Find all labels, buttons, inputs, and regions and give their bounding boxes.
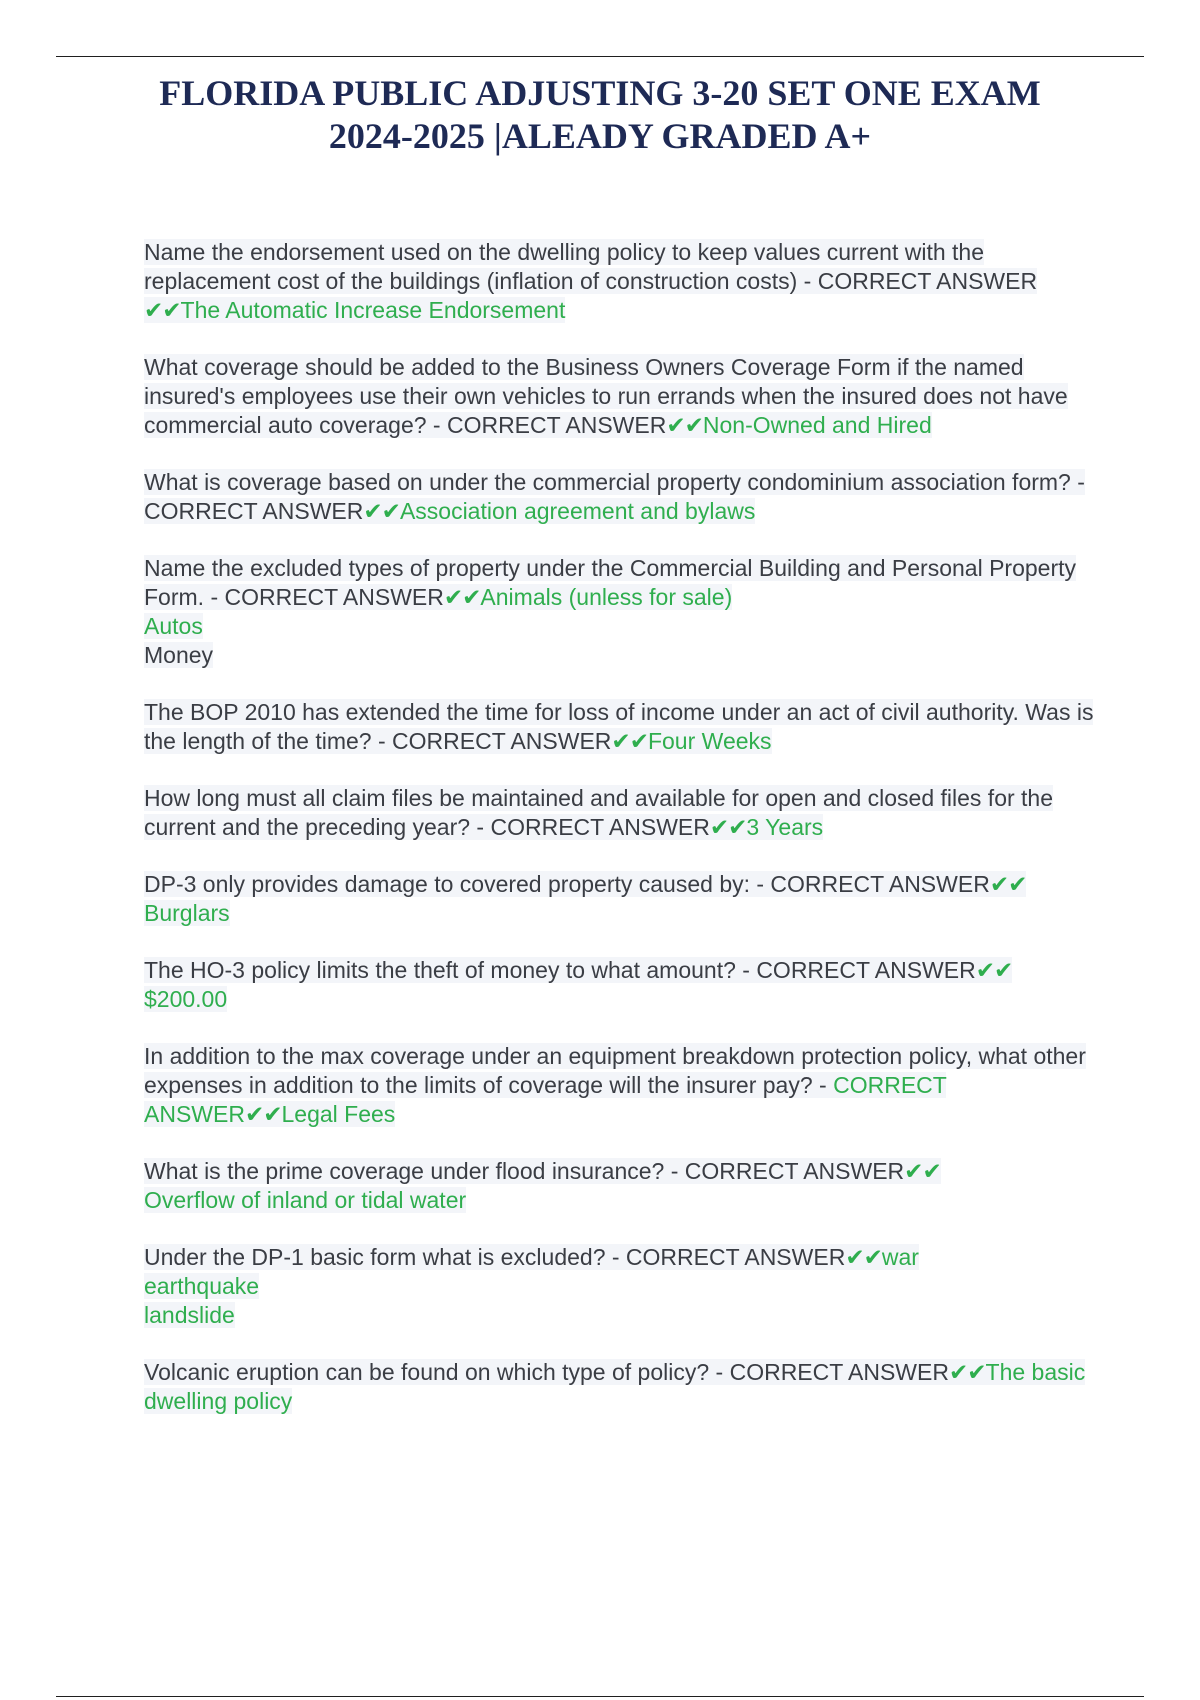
qa-item-5: [144, 698, 1094, 756]
qa-item-12: [144, 1358, 1094, 1416]
checkmark-icon: ✔✔: [948, 1359, 986, 1385]
question-text: What coverage should be added to the Business Owners Coverage Form if the named insured's employees use their own vehicles to run errands when the insured does not have commercial auto coverage? - CORRECT ANSWER: [144, 354, 1068, 438]
qa-item-10: [144, 1157, 1094, 1215]
answer-text: Association agreement and bylaws: [399, 498, 756, 524]
answer-text: Overflow of inland or tidal water: [144, 1187, 467, 1213]
checkmark-icon: ✔✔: [144, 297, 181, 323]
checkmark-icon: ✔✔: [709, 814, 747, 840]
answer-text: The Automatic Increase Endorsement: [180, 297, 566, 323]
answer-text: war: [881, 1244, 919, 1270]
question-text: What is the prime coverage under flood insurance? - CORRECT ANSWER: [144, 1158, 905, 1184]
qa-item-8: [144, 956, 1094, 1014]
checkmark-icon: ✔✔: [363, 498, 400, 524]
answer-text: 3 Years: [746, 814, 824, 840]
qa-item-11: [144, 1243, 1094, 1330]
qa-item-6: [144, 784, 1094, 842]
qa-item-3: [144, 468, 1094, 526]
title-line-2: 2024-2025 |ALEADY GRADED A+: [328, 116, 872, 156]
answer-text: The basic dwelling policy: [144, 1359, 1086, 1414]
qa-item-4: [144, 554, 1094, 670]
question-text: The BOP 2010 has extended the time for loss of income under an act of civil authority. Was is the length of the time? - CORRECT ANSWER: [144, 699, 1094, 754]
bottom-rule: [56, 1696, 1144, 1697]
top-rule: [56, 56, 1144, 57]
question-text: How long must all claim files be maintained and available for open and closed files for the current and the preceding year? - CORRECT ANSWER: [144, 785, 1054, 840]
checkmark-icon: ✔✔: [244, 1101, 282, 1127]
question-text: Under the DP-1 basic form what is excluded? - CORRECT ANSWER: [144, 1244, 846, 1270]
question-text: Name the endorsement used on the dwelling policy to keep values current with the replacement cost of the buildings (inflation of construction costs) - CORRECT ANSWER: [144, 239, 1038, 294]
qa-item-2: [144, 353, 1094, 440]
answer-text: Legal Fees: [281, 1101, 396, 1127]
qa-item-9: [144, 1042, 1094, 1129]
checkmark-icon: ✔✔: [975, 957, 1013, 983]
title-line-1: FLORIDA PUBLIC ADJUSTING 3-20 SET ONE EXAM: [159, 73, 1041, 113]
question-text: In addition to the max coverage under an equipment breakdown protection policy, what other expenses in addition to the limits of coverage will the insurer pay? -: [144, 1043, 1086, 1098]
answer-text: Non-Owned and Hired: [702, 412, 932, 438]
document-title: [56, 72, 1144, 158]
question-text: Name the excluded types of property under the Commercial Building and Personal Property Form. - CORRECT ANSWER: [144, 555, 1076, 610]
qa-item-7: [144, 870, 1094, 928]
answer-text-extra: Autos: [144, 613, 203, 639]
checkmark-icon: ✔✔: [989, 871, 1027, 897]
question-text: Volcanic eruption can be found on which type of policy? - CORRECT ANSWER: [144, 1359, 949, 1385]
qa-item-1: [144, 238, 1094, 325]
question-text: DP-3 only provides damage to covered property caused by: - CORRECT ANSWER: [144, 871, 990, 897]
question-text-green: CORRECT ANSWER: [144, 1072, 947, 1127]
checkmark-icon: ✔✔: [443, 584, 481, 610]
answer-text: Burglars: [144, 900, 230, 926]
answer-text-plain: Money: [144, 642, 214, 668]
answer-text: $200.00: [144, 986, 228, 1012]
answer-text: Animals (unless for sale): [480, 584, 733, 610]
question-text: The HO-3 policy limits the theft of money to what amount? - CORRECT ANSWER: [144, 957, 976, 983]
checkmark-icon: ✔✔: [666, 412, 703, 438]
answer-text-extra-2: landslide: [144, 1302, 235, 1328]
question-text: What is coverage based on under the commercial property condominium association form? - CORRECT ANSWER: [144, 469, 1085, 524]
checkmark-icon: ✔✔: [904, 1158, 941, 1184]
checkmark-icon: ✔✔: [611, 728, 648, 754]
qa-list: [144, 238, 1094, 1444]
answer-text-extra: earthquake: [144, 1273, 260, 1299]
answer-text: Four Weeks: [647, 728, 772, 754]
checkmark-icon: ✔✔: [845, 1244, 882, 1270]
